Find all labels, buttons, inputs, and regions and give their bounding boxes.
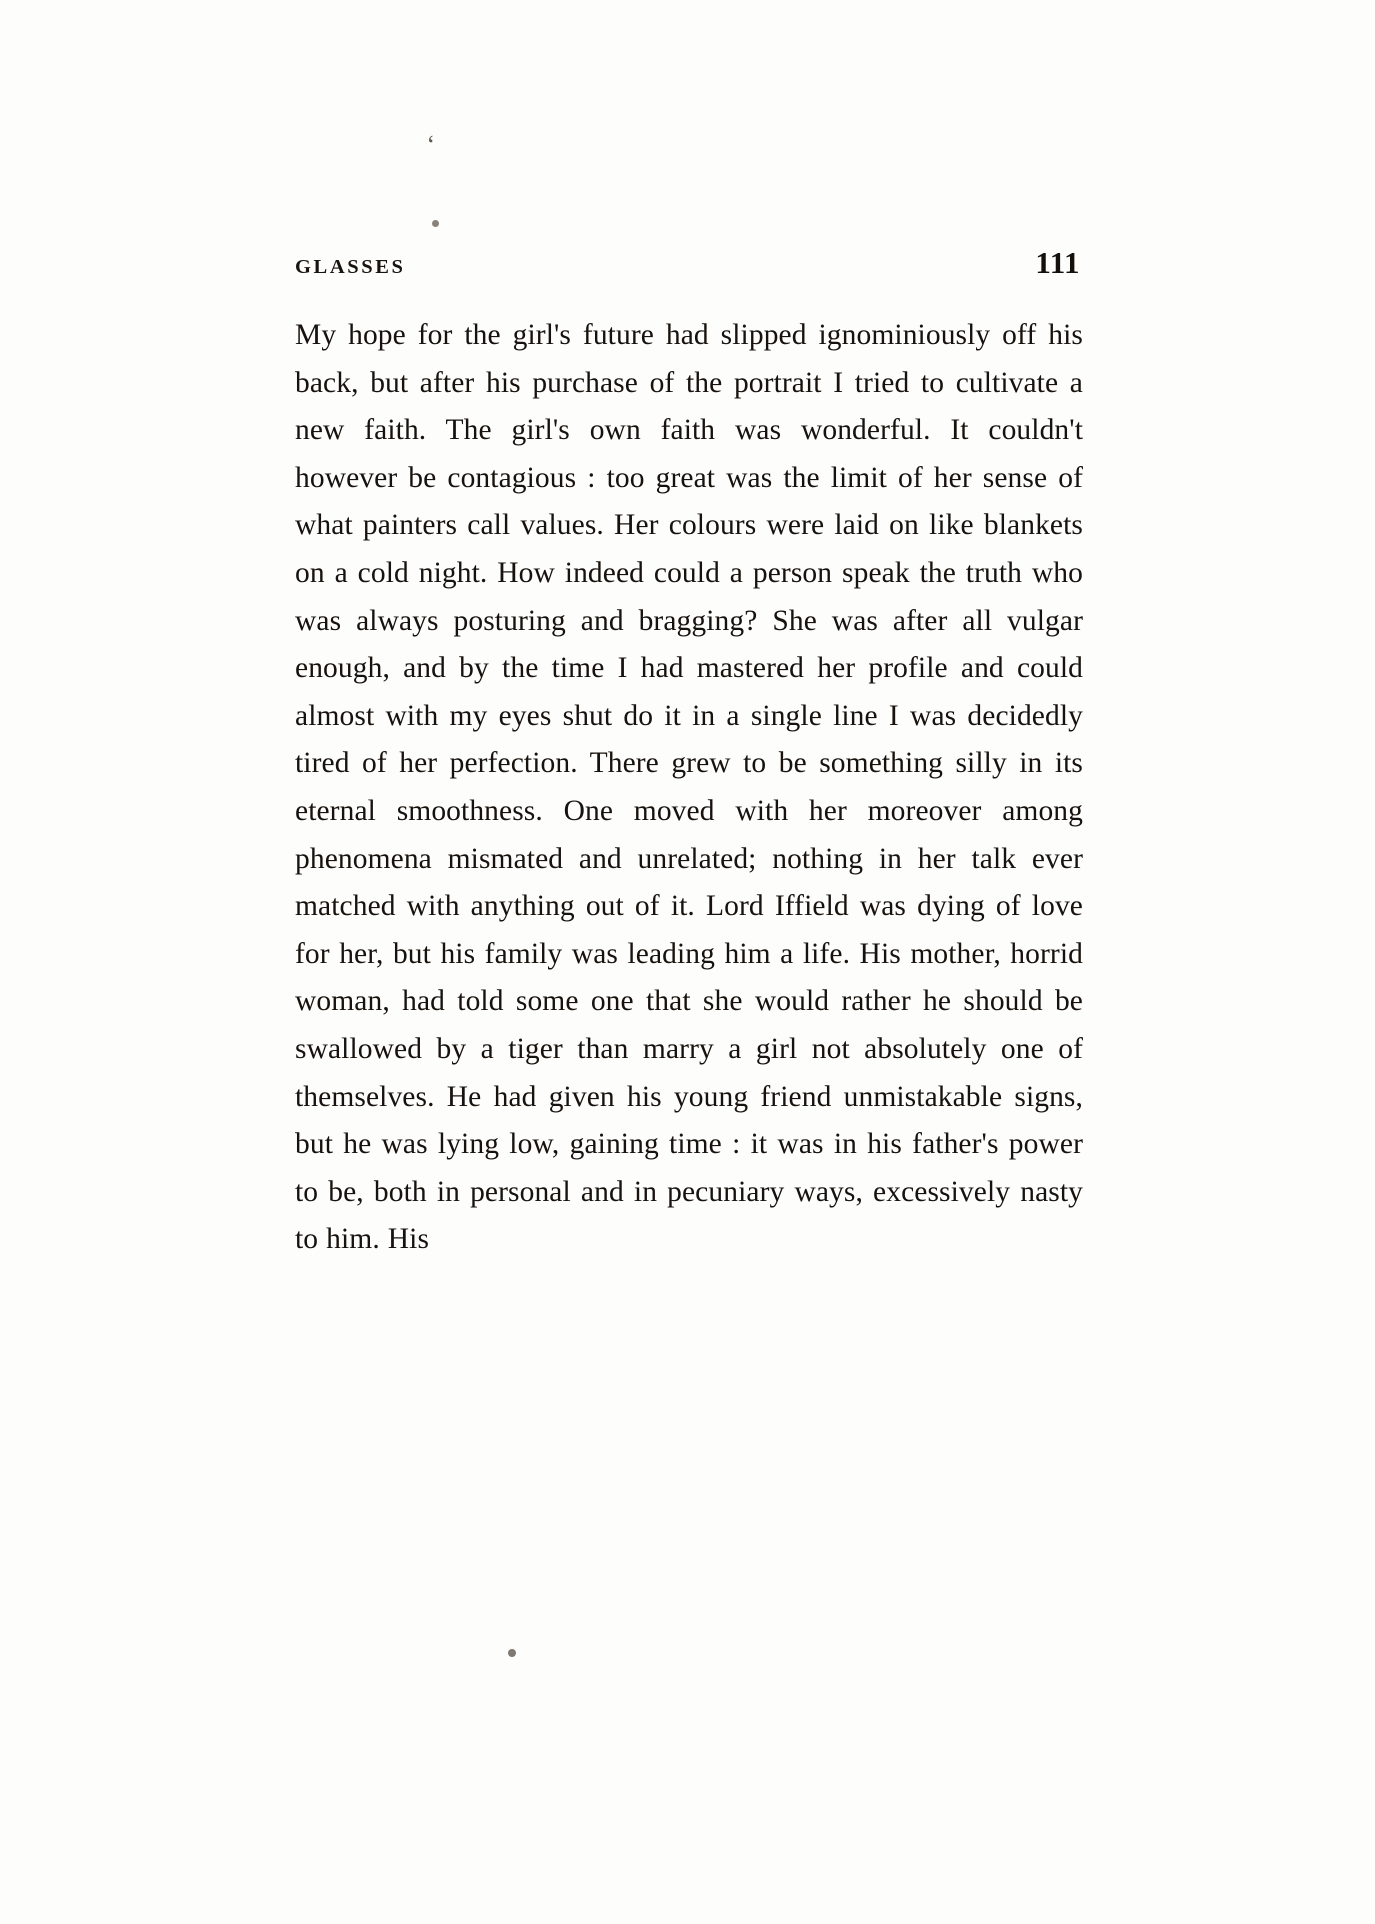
page-number: 111: [1035, 245, 1080, 280]
ink-speck-top: [432, 220, 439, 227]
body-text: [295, 312, 1083, 1264]
ink-speck-bottom: [508, 1649, 516, 1657]
running-head: GLASSES: [295, 256, 406, 278]
paragraph: My hope for the girl's future had slipped ignominiously off his back, but after his purchase of the portrait I tried to cultivate a new faith. The girl's own faith was wonderful. It couldn't however be contagious : too great was the limit of her sense of what painters call values. Her colours were laid on like blankets on a cold night. How indeed could a person speak the truth who was always posturing and bragging? She was after all vulgar enough, and by the time I had mastered her profile and could almost with my eyes shut do it in a single line I was decidedly tired of her perfection. There grew to be something silly in its eternal smoothness. One moved with her moreover among phenomena mismated and unrelated; nothing in her talk ever matched with anything out of it. Lord Iffield was dying of love for her, but his family was leading him a life. His mother, horrid woman, had told some one that she would rather he should be swallowed by a tiger than marry a girl not absolutely one of themselves. He had given his young friend unmistakable signs, but he was lying low, gaining time : it was in his father's power to be, both in personal and in pecuniary ways, excessively nasty to him. His: [295, 319, 1083, 1256]
ink-tick-mark: ‘: [425, 129, 438, 160]
page-header: [295, 245, 1080, 281]
